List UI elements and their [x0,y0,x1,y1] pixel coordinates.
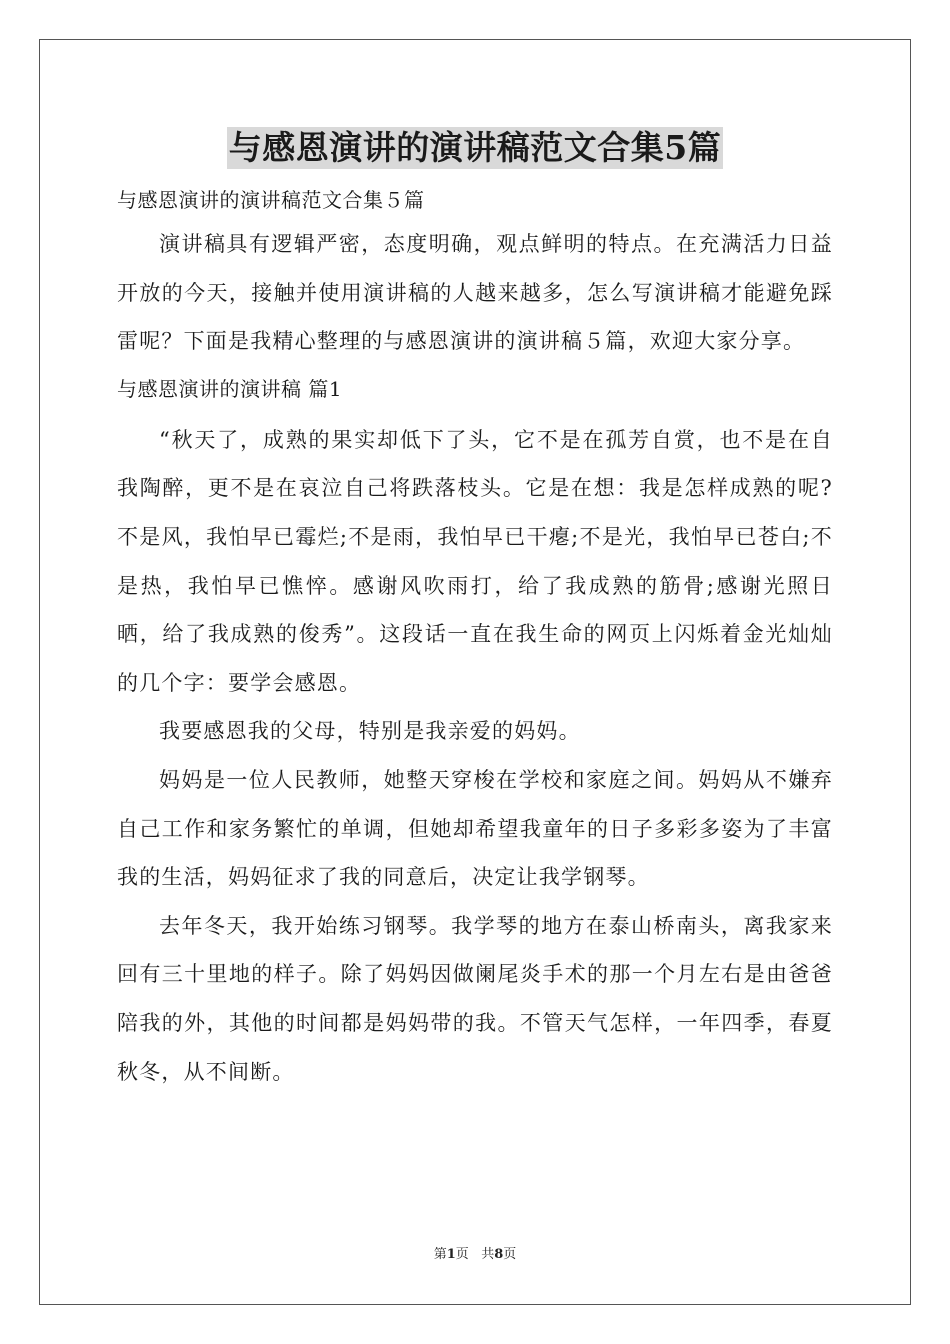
page-suffix: 页 [455,1247,469,1262]
intro-paragraph: 演讲稿具有逻辑严密，态度明确，观点鲜明的特点。在充满活力日益开放的今天，接触并使用演讲稿的人越来越多，怎么写演讲稿才能避免踩雷呢？下面是我精心整理的与感恩演讲的演讲稿５篇，欢迎大家分享。 [117,232,833,354]
document-subtitle: 与感恩演讲的演讲稿范文合集５篇 [117,188,425,212]
body-paragraph: 妈妈是一位人民教师，她整天穿梭在学校和家庭之间。妈妈从不嫌弃自己工作和家务繁忙的单调，但她却希望我童年的日子多彩多姿为了丰富我的生活，妈妈征求了我的同意后，决定让我学钢琴。 [117,767,833,890]
total-suffix: 页 [503,1247,517,1262]
document-body [117,180,833,1096]
page-footer [0,1247,950,1263]
total-pages: 8 [494,1247,504,1262]
body-paragraph: “秋天了，成熟的果实却低下了头，它不是在孤芳自赏，也不是在自我陶醉，更不是在哀泣自己将跌落枝头。它是在想：我是怎样成熟的呢?不是风，我怕早已霉烂;不是雨，我怕早已干瘪;不是光，我怕早已苍白;不是热，我怕早已憔悴。感谢风吹雨打，给了我成熟的筋骨;感谢光照日晒，给了我成熟的俊秀”。这段话一直在我生命的网页上闪烁着金光灿灿的几个字：要学会感恩。 [117,427,833,695]
page-number: 1 [446,1247,456,1262]
body-paragraph: 去年冬天，我开始练习钢琴。我学琴的地方在泰山桥南头，离我家来回有三十里地的样子。除了妈妈因做阑尾炎手术的那一个月左右是由爸爸陪我的外，其他的时间都是妈妈带的我。不管天气怎样，一年四季，春夏秋冬，从不间断。 [117,913,833,1084]
document-title: 与感恩演讲的演讲稿范文合集5篇 [228,128,722,167]
total-prefix: 共 [481,1247,495,1262]
page-prefix: 第 [433,1247,447,1262]
section-heading: 与感恩演讲的演讲稿 篇1 [117,376,343,401]
title-container [0,127,950,169]
body-paragraph: 我要感恩我的父母，特别是我亲爱的妈妈。 [159,719,581,744]
